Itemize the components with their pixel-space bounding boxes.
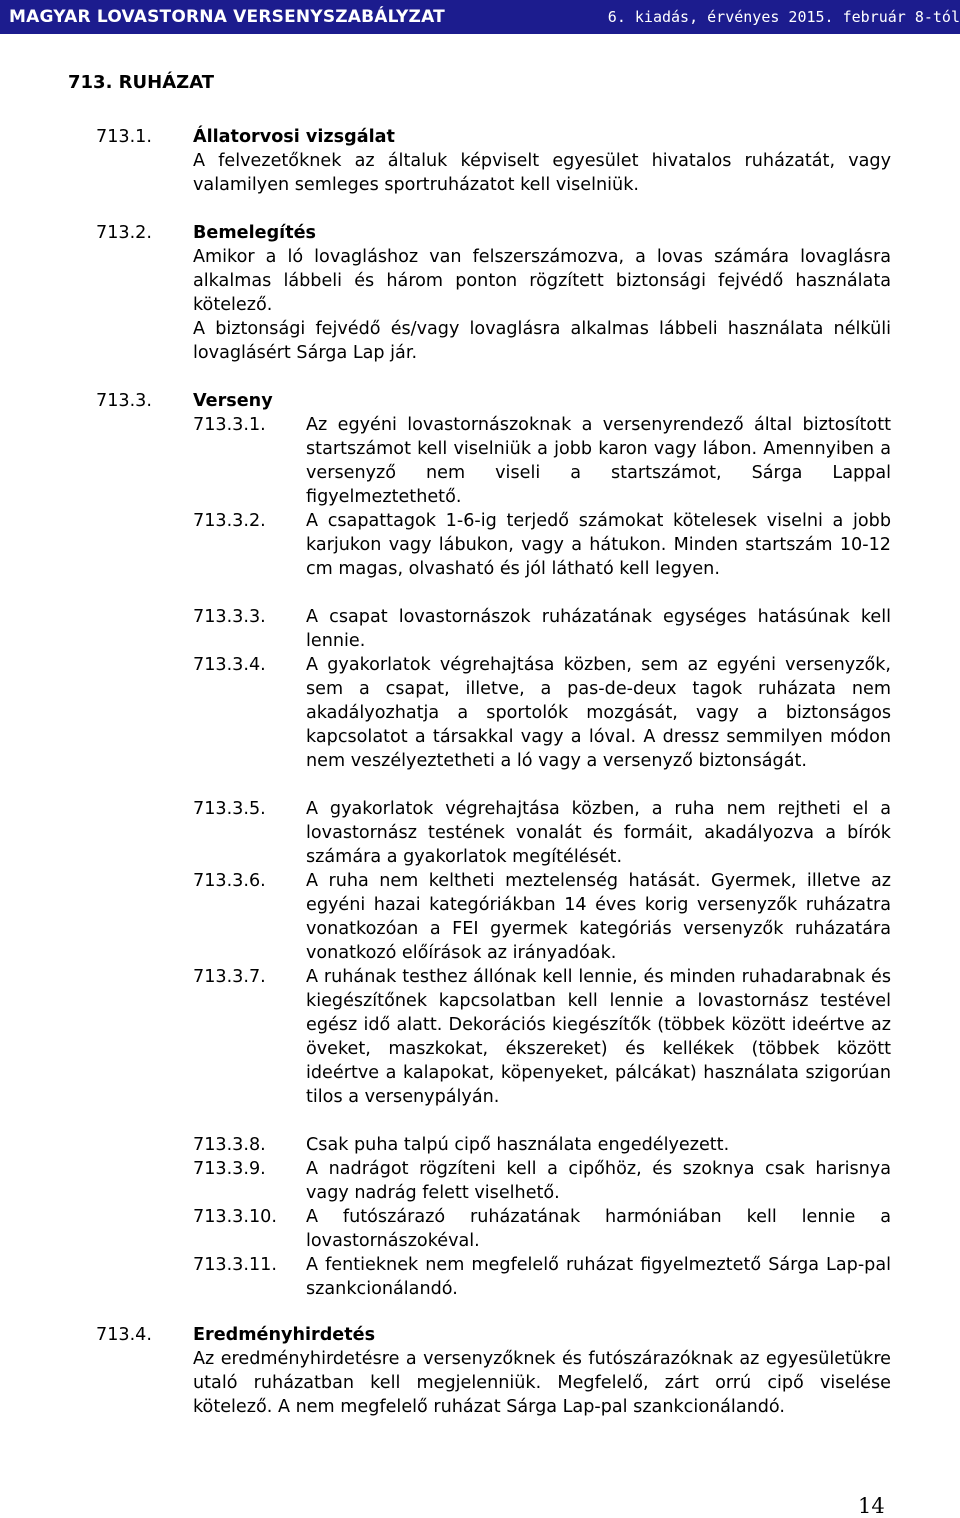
paragraph-number: 713.3.2. <box>193 511 266 531</box>
paragraph-number: 713.3.8. <box>193 1135 266 1155</box>
paragraph-text: A nadrágot rögzíteni kell a cipőhöz, és szoknya csak harisnya vagy nadrág felett viselhető. <box>306 1159 891 1203</box>
subsection-text: Az eredményhirdetésre a versenyzőknek és futószárazóknak az egyesületükre utaló ruházatban kell megjelenniük. Megfelelő, zárt orrú cipő viselése kötelező. A nem megfelelő ruházat Sárga Lap-pal szankcionálandó. <box>193 1349 891 1417</box>
paragraph-text: A futószárazó ruházatának harmóniában kell lennie a lovastornászokéval. <box>306 1207 891 1251</box>
paragraph-text: A ruhának testhez állónak kell lennie, és minden ruhadarabnak és kiegészítőnek kapcsolatban kell lennie a lovastornász testével egész idő alatt. Dekorációs kiegészítők (többek között ideértve az öveket, maszkokat, ékszereket) és kellékek (többek között ideértve a kalapokat, köpenyeket, pálcákat) használata szigorúan tilos a versenypályán. <box>306 967 891 1107</box>
subsection-title: Állatorvosi vizsgálat <box>193 127 395 147</box>
page-number: 14 <box>858 1494 885 1518</box>
subsection-number: 713.2. <box>96 223 152 243</box>
section-title: 713. RUHÁZAT <box>68 72 215 93</box>
paragraph-number: 713.3.10. <box>193 1207 277 1227</box>
paragraph-text: A fentieknek nem megfelelő ruházat figyelmeztető Sárga Lap-pal szankcionálandó. <box>306 1255 891 1299</box>
header-title: MAGYAR LOVASTORNA VERSENYSZABÁLYZAT <box>9 7 445 27</box>
paragraph-number: 713.3.5. <box>193 799 266 819</box>
subsection-title: Verseny <box>193 391 273 411</box>
subsection-text: A felvezetőknek az általuk képviselt egyesület hivatalos ruházatát, vagy valamilyen semleges sportruházatot kell viselniük. <box>193 151 891 195</box>
subsection-text: A biztonsági fejvédő és/vagy lovaglásra alkalmas lábbeli használata nélküli lovaglásért Sárga Lap jár. <box>193 319 891 363</box>
paragraph-text: A csapattagok 1-6-ig terjedő számokat kötelesek viselni a jobb karjukon vagy lábukon, vagy a hátukon. Minden startszám 10-12 cm magas, olvasható és jól látható kell legyen. <box>306 511 891 579</box>
paragraph-text: Csak puha talpú cipő használata engedélyezett. <box>306 1135 730 1155</box>
paragraph-number: 713.3.11. <box>193 1255 277 1275</box>
paragraph-number: 713.3.7. <box>193 967 266 987</box>
paragraph-text: A gyakorlatok végrehajtása közben, sem az egyéni versenyzők, sem a csapat, illetve, a pas-de-deux tagok ruházata nem akadályozhatja a sportolók mozgását, vagy a biztonságos kapcsolatot a társakkal vagy a lóval. A dressz semmilyen módon nem veszélyeztetheti a ló vagy a versenyző biztonságát. <box>306 655 891 771</box>
paragraph-number: 713.3.9. <box>193 1159 266 1179</box>
paragraph-number: 713.3.1. <box>193 415 266 435</box>
subsection-number: 713.4. <box>96 1325 152 1345</box>
paragraph-text: A csapat lovastornászok ruházatának egységes hatásúnak kell lennie. <box>306 607 891 651</box>
subsection-text: Amikor a ló lovagláshoz van felszerszámozva, a lovas számára lovaglásra alkalmas lábbeli és három ponton rögzített biztonsági fejvédő használata kötelező. <box>193 247 891 315</box>
subsection-number: 713.1. <box>96 127 152 147</box>
page-header <box>0 0 960 34</box>
paragraph-text: Az egyéni lovastornászoknak a versenyrendező által biztosított startszámot kell viselniük a jobb karon vagy lábon. Amennyiben a versenyző nem viseli a startszámot, Sárga Lappal figyelmeztethető. <box>306 415 891 507</box>
subsection-number: 713.3. <box>96 391 152 411</box>
paragraph-number: 713.3.3. <box>193 607 266 627</box>
paragraph-number: 713.3.6. <box>193 871 266 891</box>
header-edition: 6. kiadás, érvényes 2015. február 8-tól <box>607 8 960 26</box>
paragraph-text: A gyakorlatok végrehajtása közben, a ruha nem rejtheti el a lovastornász testének vonalát és formáit, akadályozva a bírók számára a gyakorlatok megítélését. <box>306 799 891 867</box>
paragraph-number: 713.3.4. <box>193 655 266 675</box>
subsection-title: Eredményhirdetés <box>193 1325 376 1345</box>
subsection-title: Bemelegítés <box>193 223 317 243</box>
paragraph-text: A ruha nem keltheti meztelenség hatását. Gyermek, illetve az egyéni hazai kategóriákban 14 éves korig versenyzők ruházatra vonatkozóan a FEI gyermek kategóriás versenyzők ruházatára vonatkozó előírások az irányadóak. <box>306 871 891 963</box>
